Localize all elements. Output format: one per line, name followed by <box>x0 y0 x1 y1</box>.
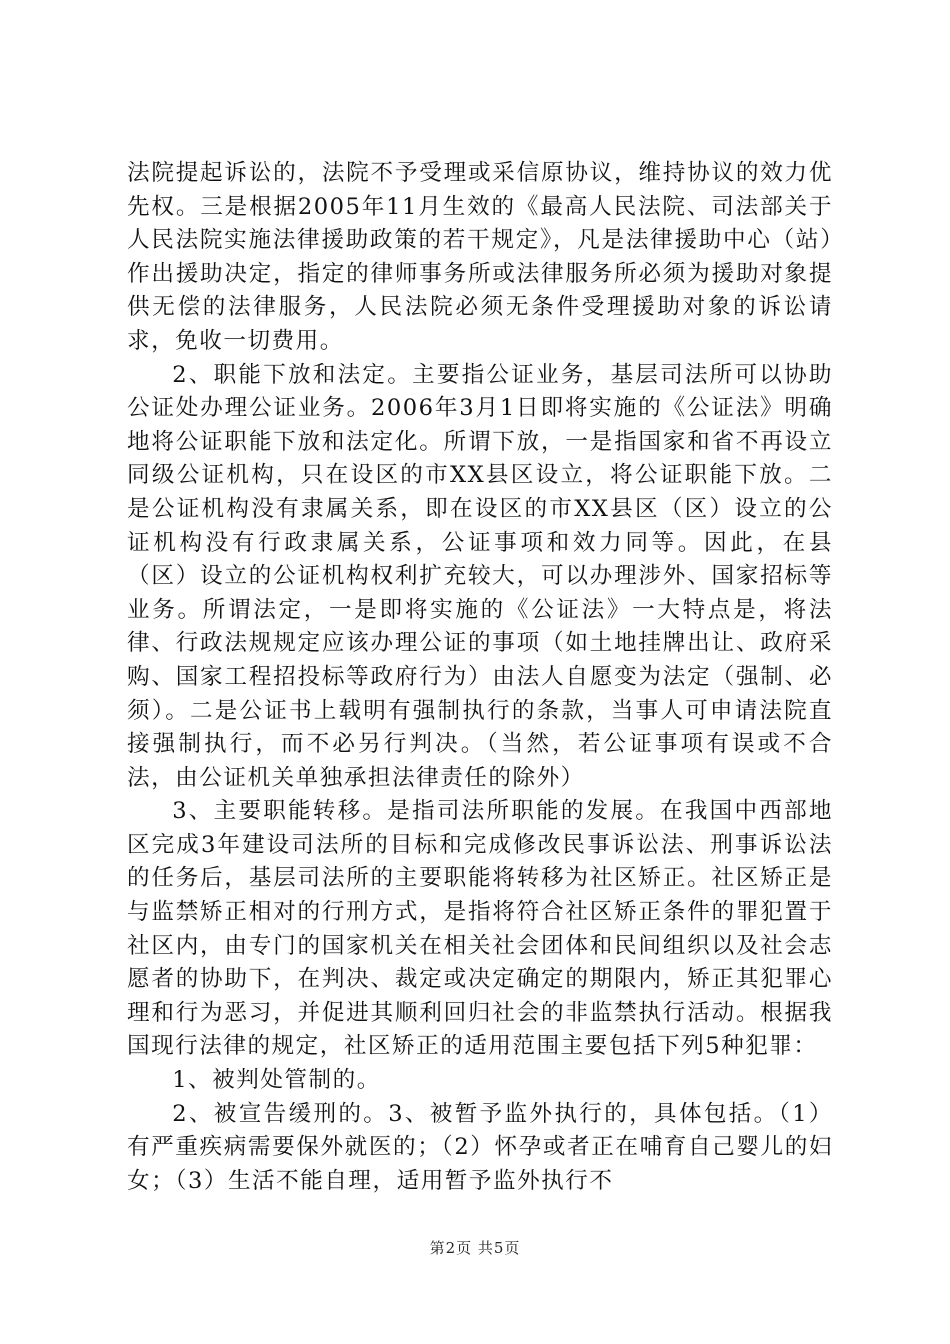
paragraph-1: 法院提起诉讼的，法院不予受理或采信原协议，维持协议的效力优先权。三是根据2005年11月生效的《最高人民法院、司法部关于人民法院实施法律援助政策的若干规定》，凡是法律援助中心（站）作出援助决定，指定的律师事务所或法律服务所必须为援助对象提供无偿的法律服务，人民法院必须无条件受理援助对象的诉讼请求，免收一切费用。 <box>127 160 833 354</box>
paragraph-5: 2、被宣告缓刑的。3、被暂予监外执行的，具体包括。（1）有严重疾病需要保外就医的；（2）怀孕或者正在哺育自己婴儿的妇女；（3）生活不能自理，适用暂予监外执行不 <box>127 1100 833 1194</box>
page-number-footer: 第2页 共5页 <box>429 1239 521 1257</box>
paragraph-4: 1、被判处管制的。 <box>172 1067 381 1094</box>
paragraph-2: 2、职能下放和法定。主要指公证业务，基层司法所可以协助公证处办理公证业务。2006年3月1日即将实施的《公证法》明确地将公证职能下放和法定化。所谓下放，一是指国家和省不再设立同级公证机构，只在设区的市XX县区设立，将公证职能下放。二是公证机构没有隶属关系，即在设区的市XX县区（区）设立的公证机构没有行政隶属关系，公证事项和效力同等。因此，在县（区）设立的公证机构权利扩充较大，可以办理涉外、国家招标等业务。所谓法定，一是即将实施的《公证法》一大特点是，将法律、行政法规规定应该办理公证的事项（如土地挂牌出让、政府采购、国家工程招投标等政府行为）由法人自愿变为法定（强制、必须）。二是公证书上载明有强制执行的条款，当事人可申请法院直接强制执行，而不必另行判决。（当然，若公证事项有误或不合法，由公证机关单独承担法律责任的除外） <box>127 361 833 791</box>
document-body <box>127 157 833 1198</box>
paragraph-3: 3、主要职能转移。是指司法所职能的发展。在我国中西部地区完成3年建设司法所的目标和完成修改民事诉讼法、刑事诉讼法的任务后，基层司法所的主要职能将转移为社区矫正。社区矫正是与监禁矫正相对的行刑方式，是指将符合社区矫正条件的罪犯置于社区内，由专门的国家机关在相关社会团体和民间组织以及社会志愿者的协助下，在判决、裁定或决定确定的期限内，矫正其犯罪心理和行为恶习，并促进其顺利回归社会的非监禁执行活动。根据我国现行法律的规定，社区矫正的适用范围主要包括下列5种犯罪： <box>127 798 833 1060</box>
